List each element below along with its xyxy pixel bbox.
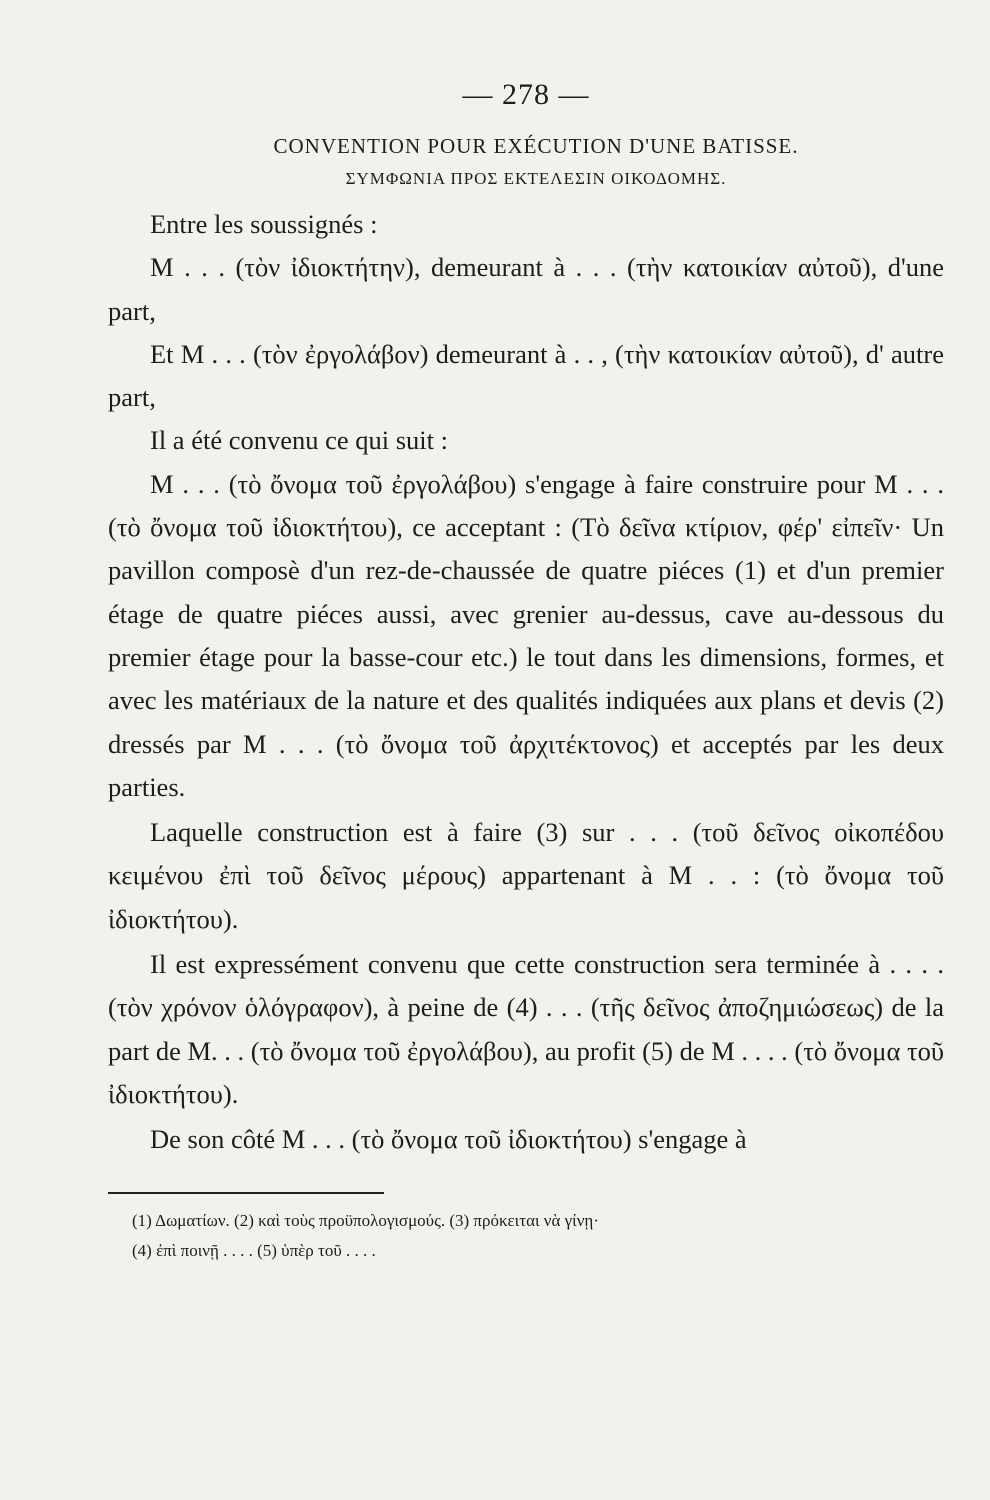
paragraph: Et M . . . (τὸν ἐργολάβον) demeurant à . . , (τὴν κατοικίαν αὐτοῦ), d' autre part, xyxy=(108,338,944,413)
footnote-divider xyxy=(108,1192,384,1194)
paragraph: Il a été convenu ce qui suit : xyxy=(150,425,449,456)
paragraph: Il est expressément convenu que cette construction sera terminée à . . . . (τὸν χρόνον ὁλόγραφον), à peine de (4) . . . (τῆς δεῖνος ἀποζημιώσεως) de la part de M. . . (τὸ ὄνομα τοῦ ἐργολάβου), au profit (5) de M . . . . (τὸ ὄνομα τοῦ ἰδιοκτήτου). xyxy=(108,949,944,1109)
footnote-line: (1) Δωματίων. (2) καὶ τοὺς προϋπολογισμούς. (3) πρόκειται νὰ γίνῃ· xyxy=(132,1210,599,1230)
paragraph: M . . . (τὸ ὄνομα τοῦ ἐργολάβου) s'engage à faire construire pour M . . . (τὸ ὄνομα τοῦ ἰδιοκτήτου), ce acceptant : (Τὸ δεῖνα κτίριον, φέρ' εἰπεῖν· Un pavillon composè d'un rez-de-chaussée de quatre piéces (1) et d'un premier étage de quatre piéces aussi, avec grenier au-dessus, cave au-dessous du premier étage pour la basse-cour etc.) le tout dans les dimensions, formes, et avec les matériaux de la nature et des qualités indiquées aux plans et devis (2) dressés par M . . . (τὸ ὄνομα τοῦ ἀρχιτέκτονος) et acceptés par les deux parties. xyxy=(108,468,944,802)
paragraph: Entre les soussignés : xyxy=(150,209,378,239)
title-greek: ΣΥΜΦΩΝΙΑ ΠΡΟΣ ΕΚΤΕΛΕΣΙΝ ΟΙΚΟΔΟΜΗΣ. xyxy=(345,169,727,188)
document-page xyxy=(108,78,944,1266)
paragraph: M . . . (τὸν ἰδιοκτήτην), demeurant à . . . (τὴν κατοικίαν αὐτοῦ), d'une part, xyxy=(108,252,944,326)
footnotes xyxy=(132,1206,944,1266)
body-text xyxy=(108,203,944,1162)
paragraph: Laquelle construction est à faire (3) sur . . . (τοῦ δεῖνος οἰκοπέδου κειμένου ἐπὶ τοῦ δεῖνος μέρους) appartenant à M . . : (τὸ ὄνομα τοῦ ἰδιοκτήτου). xyxy=(108,817,944,934)
page-number: — 278 — xyxy=(462,78,590,111)
paragraph: De son côté M . . . (τὸ ὄνομα τοῦ ἰδιοκτήτου) s'engage à xyxy=(150,1124,747,1155)
title-french: CONVENTION POUR EXÉCUTION D'UNE BATISSE. xyxy=(273,134,799,158)
footnote-line: (4) ἐπὶ ποινῇ . . . . (5) ὑπὲρ τοῦ . . . . xyxy=(132,1240,376,1260)
